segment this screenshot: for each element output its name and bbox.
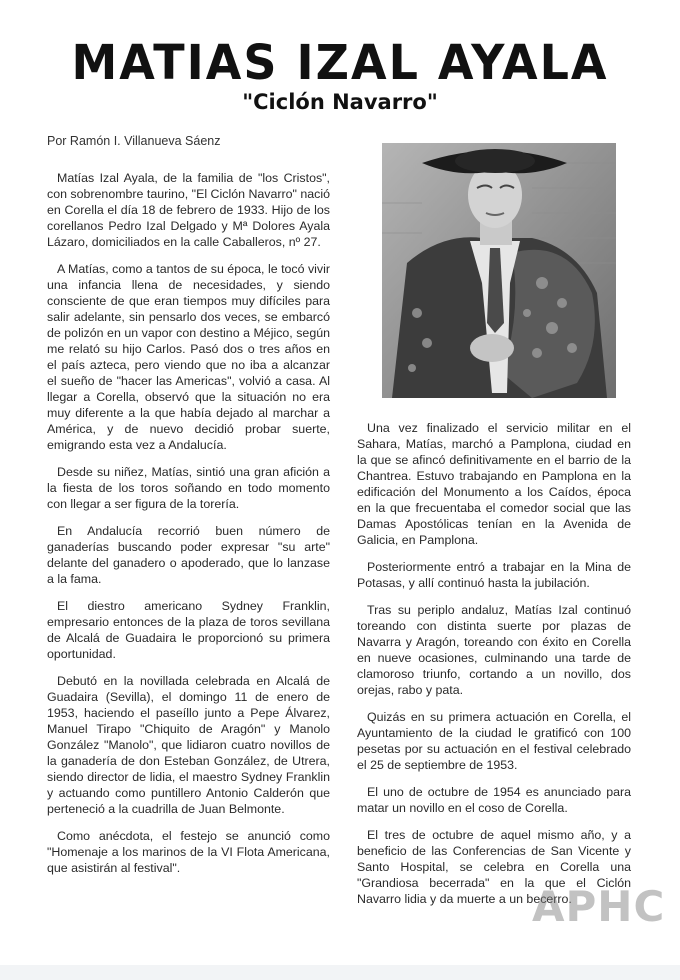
paragraph: A Matías, como a tantos de su época, le tocó vivir una infancia llena de necesidades, y siendo consciente de que eran tiempos muy difíciles para salir adelante, sin pensarlo dos veces, se embarcó de polizón en un vapor con destino a Méjico, según me relató su hijo Carlos. Pasó dos o tres años en el país azteca, pero viendo que no iba a alcanzar el sueño de "hacer las Americas", volvió a casa. Al llegar a Corella, observó que la situación no era muy diferente a la que había dejado al marchar a América, y de nuevo decidió probar suerte, emigrando esta vez a Andalucía. bbox=[47, 262, 330, 452]
author-byline: Por Ramón I. Villanueva Sáenz bbox=[47, 134, 221, 148]
bullfighter-portrait-icon bbox=[382, 143, 616, 398]
paragraph: En Andalucía recorrió buen número de ganaderías buscando poder expresar "su arte" delante del ganadero o apoderado, que lo lanzase a la fama. bbox=[47, 524, 330, 586]
paragraph: Tras su periplo andaluz, Matías Izal continuó toreando con distinta suerte por plazas de Navarra y Aragón, toreando con éxito en Corella en nueve ocasiones, culminando una tarde de clamoroso triunfo, cortando a un novillo, dos orejas, rabo y pata. bbox=[357, 603, 631, 697]
page-bottom-edge bbox=[0, 965, 680, 980]
left-column bbox=[47, 170, 330, 887]
paragraph: Desde su niñez, Matías, sintió una gran afición a la fiesta de los toros soñando en todo momento con llegar a ser figura de la torería. bbox=[47, 465, 330, 511]
paragraph: Como anécdota, el festejo se anunció como "Homenaje a los marinos de la VI Flota Americana, que asistirán al festival". bbox=[47, 829, 330, 875]
paragraph: Matías Izal Ayala, de la familia de "los Cristos", con sobrenombre taurino, "El Ciclón Navarro" nació en Corella el día 18 de febrero de 1933. Hijo de los corellanos Pedro Izal Delgado y Mª Dolores Ayala Lázaro, domiciliados en la calle Caballeros, nº 27. bbox=[47, 171, 330, 249]
paragraph: Debutó en la novillada celebrada en Alcalá de Guadaira (Sevilla), el domingo 11 de enero de 1953, haciendo el paseíllo junto a Pepe Álvarez, Manuel Tirapo "Chiquito de Aragón" y Manolo González "Manolo", que lidiaron cuatro novillos de la ganadería de don Esteban González, de Utrera, siendo director de lidia, el maestro Sydney Franklin y actuando como puntillero Antonio Calderón que perteneció a la cuadrilla de Juan Belmonte. bbox=[47, 674, 330, 816]
right-column bbox=[357, 420, 631, 918]
paragraph: El uno de octubre de 1954 es anunciado para matar un novillo en el coso de Corella. bbox=[357, 785, 631, 815]
bullfighter-portrait-photo bbox=[382, 143, 616, 398]
article-subtitle: "Ciclón Navarro" bbox=[242, 90, 438, 114]
paragraph: Posteriormente entró a trabajar en la Mina de Potasas, y allí continuó hasta la jubilación. bbox=[357, 560, 631, 590]
paragraph: El diestro americano Sydney Franklin, empresario entonces de la plaza de toros sevillana de Alcalá de Guadaira le proporcionó su primera oportunidad. bbox=[47, 599, 330, 661]
aphc-watermark: APHC bbox=[532, 882, 666, 931]
article-title: MATIAS IZAL AYALA bbox=[71, 33, 609, 91]
paragraph: Quizás en su primera actuación en Corella, el Ayuntamiento de la ciudad le gratificó con 100 pesetas por su actuación en el festival celebrado el 25 de septiembre de 1953. bbox=[357, 710, 631, 772]
paragraph: Una vez finalizado el servicio militar en el Sahara, Matías, marchó a Pamplona, ciudad en la que se afincó definitivamente en el barrio de la Chantrea. Estuvo trabajando en Pamplona en la edificación del Monumento a los Caídos, época en la que frecuentaba el comedor social que las Damas Apostólicas tenían en la Avenida de Galicia, en Pamplona. bbox=[357, 421, 631, 547]
paragraph: El tres de octubre de aquel mismo año, y a beneficio de las Conferencias de San Vicente y Santo Hospital, se celebra en Corella una "Grandiosa becerrada" en la que el Ciclón Navarro lidia y da muerte a un becerro. bbox=[357, 828, 631, 906]
